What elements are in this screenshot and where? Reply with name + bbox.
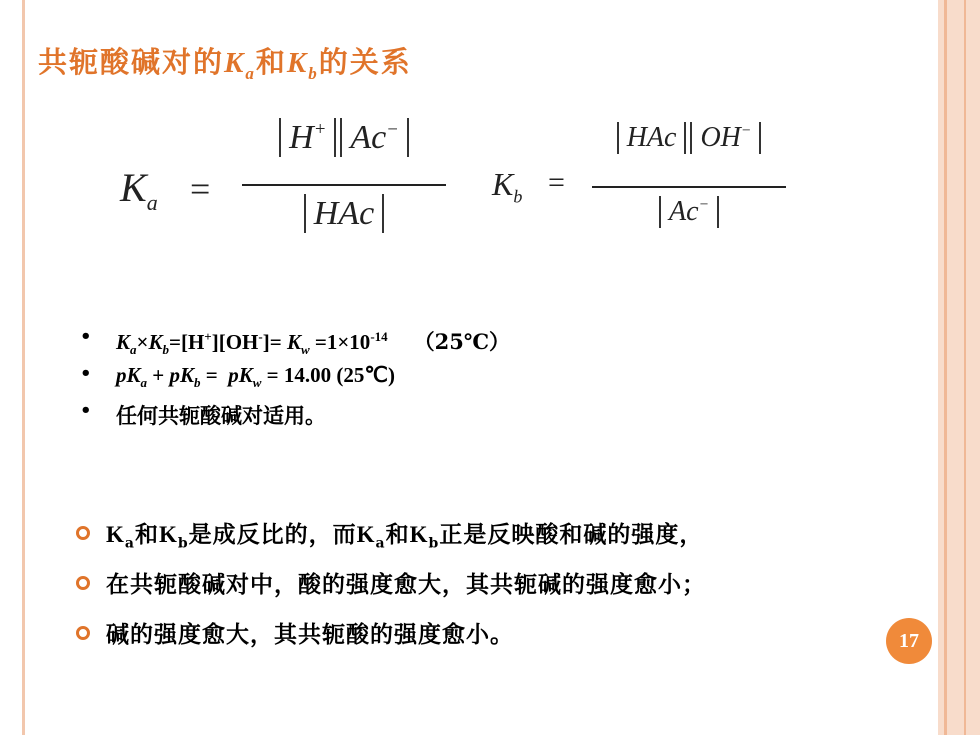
kb-equals: = [548,166,565,199]
title-suffix: 的关系 [318,45,412,79]
bracket-hac: HAc [304,194,384,233]
ka-symbol: K [120,165,147,210]
bullet-dot: • [80,363,92,384]
slide-title [38,40,412,84]
bracket-hac: HAc [617,122,687,154]
bullet-dot: • [80,400,92,421]
title-and: 和 [255,45,287,79]
title-a-subscript: a [245,63,256,83]
kb-formula [492,112,792,262]
kb-subscript: b [513,186,523,207]
pk-relation: $pK_a + pK_b = pK_w = 14.00$ (25℃) [116,363,395,391]
kb-symbol: K [492,166,514,202]
key-point-text: 碱的强度愈大，其共轭酸的强度愈小。 [106,621,514,648]
title-prefix: 共轭酸碱对的 [38,45,225,79]
ka-equals: = [190,169,211,209]
right-band-line [964,0,966,735]
kb-fraction [592,114,786,228]
right-decorative-band [938,0,980,735]
ka-fraction [242,112,446,233]
title-k-symbol: K [224,47,246,79]
left-border-rule [22,0,25,735]
bracket-h-plus: H+ [279,118,336,157]
ka-formula [120,112,450,262]
applicability-note: 任何共轭酸碱对适用。 [116,403,326,428]
ka-subscript: a [146,190,158,215]
ring-bullet-icon [76,626,90,640]
key-point-text: $K_a$和$K_b$是成反比的，而$K_a$和$K_b$正是反映酸和碱的强度， [106,521,704,552]
title-b-subscript: b [308,63,319,83]
bracket-oh-minus: OH− [690,122,761,154]
bracket-ac-minus: Ac− [340,118,408,157]
key-point-text: 在共轭酸碱对中，酸的强度愈大，其共轭碱的强度愈小； [106,571,706,598]
ring-bullet-icon [76,526,90,540]
bracket-ac-minus: Ac− [659,196,719,228]
bullet-dot: • [80,326,92,347]
ring-bullet-icon [76,576,90,590]
ka-kb-kw-relation: $K_a\times K_b=[H^+][OH^-]= K_w =1\times 10^{-14}$ （25℃） [116,329,511,358]
page-number-badge: 17 [886,618,932,664]
right-band-line [944,0,947,735]
title-k-symbol: K [286,47,309,79]
